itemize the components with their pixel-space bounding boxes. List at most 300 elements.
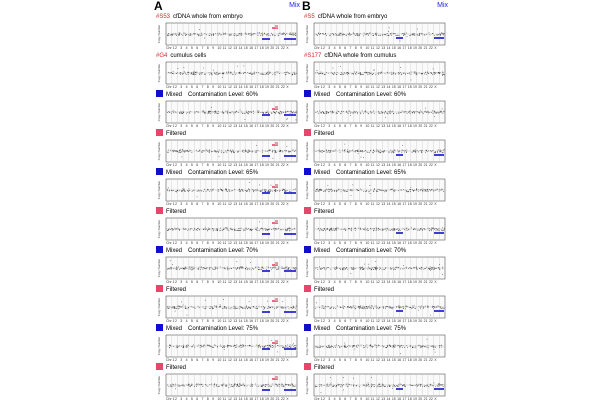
copy-number-point xyxy=(394,191,395,192)
copy-number-point xyxy=(250,307,251,308)
copy-number-point xyxy=(354,112,355,113)
chromosome-tick-label: 3 xyxy=(180,241,183,245)
copy-number-point xyxy=(189,269,190,270)
chromosome-tick-label: 9 xyxy=(360,46,363,50)
copy-number-point xyxy=(333,386,334,387)
copy-number-point xyxy=(263,306,264,307)
copy-number-point xyxy=(341,111,342,112)
copy-number-point xyxy=(328,185,329,186)
sample-label: cfDNA whole from embryo xyxy=(317,14,388,20)
chromosome-tick-label: 4 xyxy=(185,163,188,167)
copy-number-point xyxy=(345,347,346,348)
copy-number-point xyxy=(249,112,250,113)
copy-number-point xyxy=(212,269,213,270)
chromosome-tick-label: Chr 1 xyxy=(166,319,175,323)
chromosome-tick-label: 5 xyxy=(338,85,341,89)
copy-number-point xyxy=(363,36,364,37)
copy-number-point xyxy=(222,73,223,74)
copy-number-point xyxy=(374,70,375,71)
copy-number-point xyxy=(211,74,212,75)
copy-number-point xyxy=(221,189,222,190)
chromosome-tick-label: 22 xyxy=(280,46,285,50)
copy-number-point xyxy=(327,384,328,385)
copy-number-point xyxy=(294,72,295,73)
copy-number-point xyxy=(425,189,426,190)
copy-number-point xyxy=(373,346,374,347)
copy-number-point xyxy=(363,191,364,192)
copy-number-point xyxy=(358,153,359,154)
copy-number-point xyxy=(378,72,379,73)
copy-number-point xyxy=(346,35,347,36)
copy-number-point xyxy=(326,269,327,270)
copy-number-point xyxy=(335,74,336,75)
copy-number-point xyxy=(408,112,409,113)
copy-number-point xyxy=(203,191,204,192)
copy-number-point xyxy=(394,230,395,231)
copy-number-point xyxy=(267,345,268,346)
chromosome-tick-label: Chr 1 xyxy=(314,280,323,284)
copy-number-point xyxy=(410,113,411,114)
copy-number-point xyxy=(189,267,190,268)
chromosome-tick-label: 19 xyxy=(413,46,417,50)
copy-number-point xyxy=(332,190,333,191)
copy-number-point xyxy=(220,230,221,231)
copy-number-point xyxy=(281,34,282,35)
copy-number-point xyxy=(373,111,374,112)
copy-number-point xyxy=(212,228,213,229)
chromosome-tick-label: 14 xyxy=(238,85,243,89)
copy-number-point xyxy=(358,73,359,74)
copy-number-point xyxy=(229,190,230,191)
copy-number-point xyxy=(269,229,270,230)
copy-number-point xyxy=(344,191,345,192)
copy-number-point xyxy=(404,112,405,113)
cnv-plot-svg xyxy=(156,334,298,358)
copy-number-point xyxy=(214,112,215,113)
copy-number-point xyxy=(295,386,296,387)
copy-number-point xyxy=(178,267,179,268)
copy-number-point xyxy=(322,150,323,151)
copy-number-point xyxy=(444,111,445,112)
copy-number-point xyxy=(331,189,332,190)
copy-number-point xyxy=(269,190,270,191)
copy-number-point xyxy=(437,189,438,190)
copy-number-point xyxy=(220,304,221,305)
copy-number-point xyxy=(211,384,212,385)
chromosome-tick-label: 20 xyxy=(418,397,423,401)
chromosome-tick-label: 11 xyxy=(370,46,375,50)
copy-number-point xyxy=(356,72,357,73)
copy-number-point xyxy=(351,267,352,268)
copy-number-point xyxy=(245,308,246,309)
copy-number-point xyxy=(189,35,190,36)
copy-number-point xyxy=(183,346,184,347)
copy-number-point xyxy=(444,33,445,34)
copy-number-point xyxy=(182,306,183,307)
mixed-label: Mixed xyxy=(314,92,331,98)
copy-number-point xyxy=(284,150,285,151)
copy-number-point xyxy=(247,72,248,73)
copy-number-point xyxy=(442,109,443,110)
copy-number-point xyxy=(206,150,207,151)
copy-number-point xyxy=(183,385,184,386)
copy-number-point xyxy=(439,34,440,35)
copy-number-point xyxy=(381,72,382,73)
copy-number-point xyxy=(373,384,374,385)
copy-number-point xyxy=(268,267,269,268)
copy-number-point xyxy=(228,230,229,231)
copy-number-point xyxy=(443,152,444,153)
copy-number-point xyxy=(371,73,372,74)
copy-number-point xyxy=(435,352,436,353)
copy-number-point xyxy=(205,112,206,113)
copy-number-point xyxy=(285,230,286,231)
copy-number-point xyxy=(282,384,283,385)
chromosome-tick-label: 14 xyxy=(386,319,391,323)
copy-number-point xyxy=(188,229,189,230)
row-header xyxy=(156,363,298,373)
copy-number-point xyxy=(171,385,172,386)
copy-number-point xyxy=(281,111,282,112)
copy-number-point xyxy=(217,230,218,231)
copy-number-point xyxy=(329,345,330,346)
copy-number-point xyxy=(212,308,213,309)
copy-number-point xyxy=(293,386,294,387)
copy-number-point xyxy=(392,308,393,309)
copy-number-point xyxy=(192,35,193,36)
copy-number-point xyxy=(221,346,222,347)
copy-number-point xyxy=(326,268,327,269)
copy-number-point xyxy=(225,308,226,309)
copy-number-point xyxy=(384,190,385,191)
copy-number-point xyxy=(292,386,293,387)
copy-number-point xyxy=(209,72,210,73)
copy-number-point xyxy=(278,267,279,268)
copy-number-point xyxy=(333,347,334,348)
copy-number-point xyxy=(406,230,407,231)
copy-number-point xyxy=(250,35,251,36)
copy-number-point xyxy=(393,229,394,230)
y-axis-label: Copy Number xyxy=(157,180,161,200)
copy-number-point xyxy=(421,189,422,190)
copy-number-point xyxy=(350,307,351,308)
copy-number-point xyxy=(194,34,195,35)
copy-number-point xyxy=(268,34,269,35)
copy-number-point xyxy=(262,152,263,153)
copy-number-point xyxy=(252,152,253,153)
copy-number-point xyxy=(393,228,394,229)
chromosome-tick-label: Chr 1 xyxy=(166,124,175,128)
copy-number-point xyxy=(189,112,190,113)
y-axis-label: Copy Number xyxy=(305,24,309,44)
copy-number-point xyxy=(285,267,286,268)
copy-number-point xyxy=(363,113,364,114)
copy-number-point xyxy=(263,268,264,269)
copy-number-point xyxy=(371,346,372,347)
y-axis-label: Copy Number xyxy=(305,297,309,317)
copy-number-point xyxy=(340,347,341,348)
copy-number-point xyxy=(353,267,354,268)
y-axis-label: Copy Number xyxy=(157,219,161,239)
row-header xyxy=(156,246,298,256)
copy-number-point xyxy=(373,73,374,74)
copy-number-point xyxy=(353,385,354,386)
copy-number-point xyxy=(223,229,224,230)
copy-number-point xyxy=(406,152,407,153)
copy-number-point xyxy=(368,35,369,36)
copy-number-point xyxy=(228,150,229,151)
chromosome-tick-label: 19 xyxy=(265,319,269,323)
copy-number-point xyxy=(422,34,423,35)
copy-number-point xyxy=(226,189,227,190)
chromosome-tick-label: 13 xyxy=(233,202,238,206)
copy-number-point xyxy=(169,229,170,230)
copy-number-point xyxy=(365,111,366,112)
chromosome-tick-label: 18 xyxy=(407,163,412,167)
copy-number-point xyxy=(237,308,238,309)
copy-number-point xyxy=(383,230,384,231)
copy-number-point xyxy=(217,386,218,387)
copy-number-point xyxy=(383,190,384,191)
chromosome-tick-label: Chr 1 xyxy=(166,202,175,206)
gain-marker xyxy=(275,142,278,145)
copy-number-point xyxy=(353,33,354,34)
chromosome-tick-label: 11 xyxy=(370,280,375,284)
copy-number-point xyxy=(270,346,271,347)
copy-number-point xyxy=(273,347,274,348)
copy-number-point xyxy=(342,150,343,151)
chromosome-tick-label: Chr 1 xyxy=(314,319,323,323)
copy-number-point xyxy=(215,267,216,268)
copy-number-point xyxy=(439,306,440,307)
copy-number-point xyxy=(438,34,439,35)
copy-number-point xyxy=(383,306,384,307)
copy-number-point xyxy=(329,308,330,309)
y-axis-label: Copy Number xyxy=(157,297,161,317)
copy-number-point xyxy=(222,191,223,192)
copy-number-point xyxy=(269,386,270,387)
copy-number-point xyxy=(336,74,337,75)
chromosome-tick-label: 17 xyxy=(402,202,407,206)
copy-number-point xyxy=(414,151,415,152)
copy-number-point xyxy=(185,306,186,307)
copy-number-point xyxy=(237,384,238,385)
copy-number-point xyxy=(335,228,336,229)
copy-number-point xyxy=(406,345,407,346)
copy-number-point xyxy=(379,269,380,270)
chromosome-tick-label: 21 xyxy=(275,358,280,362)
copy-number-point xyxy=(220,345,221,346)
copy-number-point xyxy=(441,230,442,231)
copy-number-point xyxy=(224,267,225,268)
copy-number-point xyxy=(343,306,344,307)
copy-number-point xyxy=(186,35,187,36)
copy-number-point xyxy=(346,268,347,269)
copy-number-point xyxy=(407,73,408,74)
copy-number-point xyxy=(218,386,219,387)
copy-number-point xyxy=(438,267,439,268)
copy-number-point xyxy=(386,228,387,229)
copy-number-point xyxy=(378,384,379,385)
copy-number-point xyxy=(231,346,232,347)
copy-number-point xyxy=(327,189,328,190)
copy-number-point xyxy=(393,347,394,348)
copy-number-point xyxy=(245,268,246,269)
copy-number-point xyxy=(295,33,296,34)
chromosome-tick-label: Chr 1 xyxy=(166,397,175,401)
copy-number-point xyxy=(226,152,227,153)
copy-number-point xyxy=(240,190,241,191)
copy-number-point xyxy=(428,228,429,229)
copy-number-point xyxy=(227,228,228,229)
copy-number-point xyxy=(204,189,205,190)
copy-number-point xyxy=(215,150,216,151)
copy-number-point xyxy=(382,385,383,386)
copy-number-point xyxy=(363,157,364,158)
copy-number-point xyxy=(338,384,339,385)
copy-number-point xyxy=(274,74,275,75)
copy-number-point xyxy=(325,308,326,309)
chromosome-tick-label: 17 xyxy=(254,202,259,206)
copy-number-point xyxy=(401,345,402,346)
copy-number-point xyxy=(288,72,289,73)
copy-number-point xyxy=(193,72,194,73)
copy-number-point xyxy=(240,35,241,36)
copy-number-point xyxy=(428,307,429,308)
copy-number-point xyxy=(330,347,331,348)
copy-number-point xyxy=(411,308,412,309)
chromosome-tick-label: 18 xyxy=(259,85,264,89)
y-axis-label: Copy Number xyxy=(305,180,309,200)
copy-number-point xyxy=(332,151,333,152)
sample-label: cfDNA whole from cumulus xyxy=(324,53,397,59)
copy-number-point xyxy=(264,308,265,309)
copy-number-point xyxy=(364,384,365,385)
copy-number-point xyxy=(187,269,188,270)
copy-number-point xyxy=(434,228,435,229)
copy-number-point xyxy=(181,34,182,35)
copy-number-point xyxy=(420,384,421,385)
copy-number-point xyxy=(252,74,253,75)
copy-number-point xyxy=(416,384,417,385)
copy-number-point xyxy=(359,35,360,36)
copy-number-point xyxy=(351,307,352,308)
copy-number-point xyxy=(434,383,435,384)
copy-number-point xyxy=(287,230,288,231)
copy-number-point xyxy=(173,190,174,191)
copy-number-point xyxy=(234,306,235,307)
copy-number-point xyxy=(321,386,322,387)
copy-number-point xyxy=(226,386,227,387)
copy-number-point xyxy=(279,73,280,74)
copy-number-point xyxy=(278,35,279,36)
copy-number-point xyxy=(221,34,222,35)
copy-number-point xyxy=(237,35,238,36)
chromosome-tick-label: 3 xyxy=(180,280,183,284)
copy-number-point xyxy=(286,191,287,192)
copy-number-point xyxy=(215,111,216,112)
copy-number-point xyxy=(358,151,359,152)
copy-number-point xyxy=(352,150,353,151)
copy-number-point xyxy=(400,353,401,354)
copy-number-point xyxy=(319,189,320,190)
copy-number-point xyxy=(290,113,291,114)
copy-number-point xyxy=(247,308,248,309)
copy-number-point xyxy=(282,190,283,191)
copy-number-point xyxy=(370,111,371,112)
copy-number-point xyxy=(415,347,416,348)
copy-number-point xyxy=(429,112,430,113)
copy-number-point xyxy=(278,35,279,36)
chromosome-tick-label: 14 xyxy=(238,46,243,50)
copy-number-point xyxy=(188,345,189,346)
copy-number-point xyxy=(350,113,351,114)
copy-number-point xyxy=(221,150,222,151)
copy-number-point xyxy=(281,307,282,308)
copy-number-point xyxy=(262,191,263,192)
chromosome-tick-label: 2 xyxy=(175,163,177,167)
copy-number-point xyxy=(287,384,288,385)
copy-number-point xyxy=(213,34,214,35)
copy-number-point xyxy=(237,152,238,153)
copy-number-point xyxy=(363,385,364,386)
copy-number-point xyxy=(258,267,259,268)
copy-number-point xyxy=(429,269,430,270)
copy-number-point xyxy=(431,189,432,190)
copy-number-point xyxy=(359,306,360,307)
copy-number-point xyxy=(347,150,348,151)
copy-number-point xyxy=(417,29,418,30)
copy-number-point xyxy=(434,152,435,153)
copy-number-point xyxy=(173,346,174,347)
chromosome-tick-label: 8 xyxy=(354,46,357,50)
copy-number-point xyxy=(321,190,322,191)
copy-number-point xyxy=(366,384,367,385)
copy-number-point xyxy=(336,386,337,387)
copy-number-point xyxy=(184,269,185,270)
copy-number-point xyxy=(168,111,169,112)
copy-number-point xyxy=(435,73,436,74)
chromosome-tick-label: 14 xyxy=(386,46,391,50)
chromosome-tick-label: Chr 1 xyxy=(314,163,323,167)
copy-number-point xyxy=(347,307,348,308)
copy-number-point xyxy=(349,384,350,385)
copy-number-point xyxy=(198,111,199,112)
copy-number-point xyxy=(176,308,177,309)
copy-number-point xyxy=(218,190,219,191)
copy-number-point xyxy=(290,151,291,152)
copy-number-point xyxy=(330,152,331,153)
chromosome-tick-label: 6 xyxy=(344,241,347,245)
copy-number-point xyxy=(366,386,367,387)
copy-number-point xyxy=(390,269,391,270)
row-header xyxy=(304,12,446,22)
copy-number-point xyxy=(227,73,228,74)
copy-number-point xyxy=(367,152,368,153)
copy-number-point xyxy=(195,113,196,114)
copy-number-point xyxy=(337,190,338,191)
copy-number-point xyxy=(176,151,177,152)
copy-number-point xyxy=(272,113,273,114)
copy-number-point xyxy=(263,347,264,348)
copy-number-point xyxy=(216,307,217,308)
chromosome-tick-label: 13 xyxy=(233,280,238,284)
copy-number-point xyxy=(219,34,220,35)
copy-number-point xyxy=(176,35,177,36)
copy-number-point xyxy=(403,73,404,74)
chromosome-tick-label: 6 xyxy=(344,124,347,128)
copy-number-point xyxy=(262,112,263,113)
